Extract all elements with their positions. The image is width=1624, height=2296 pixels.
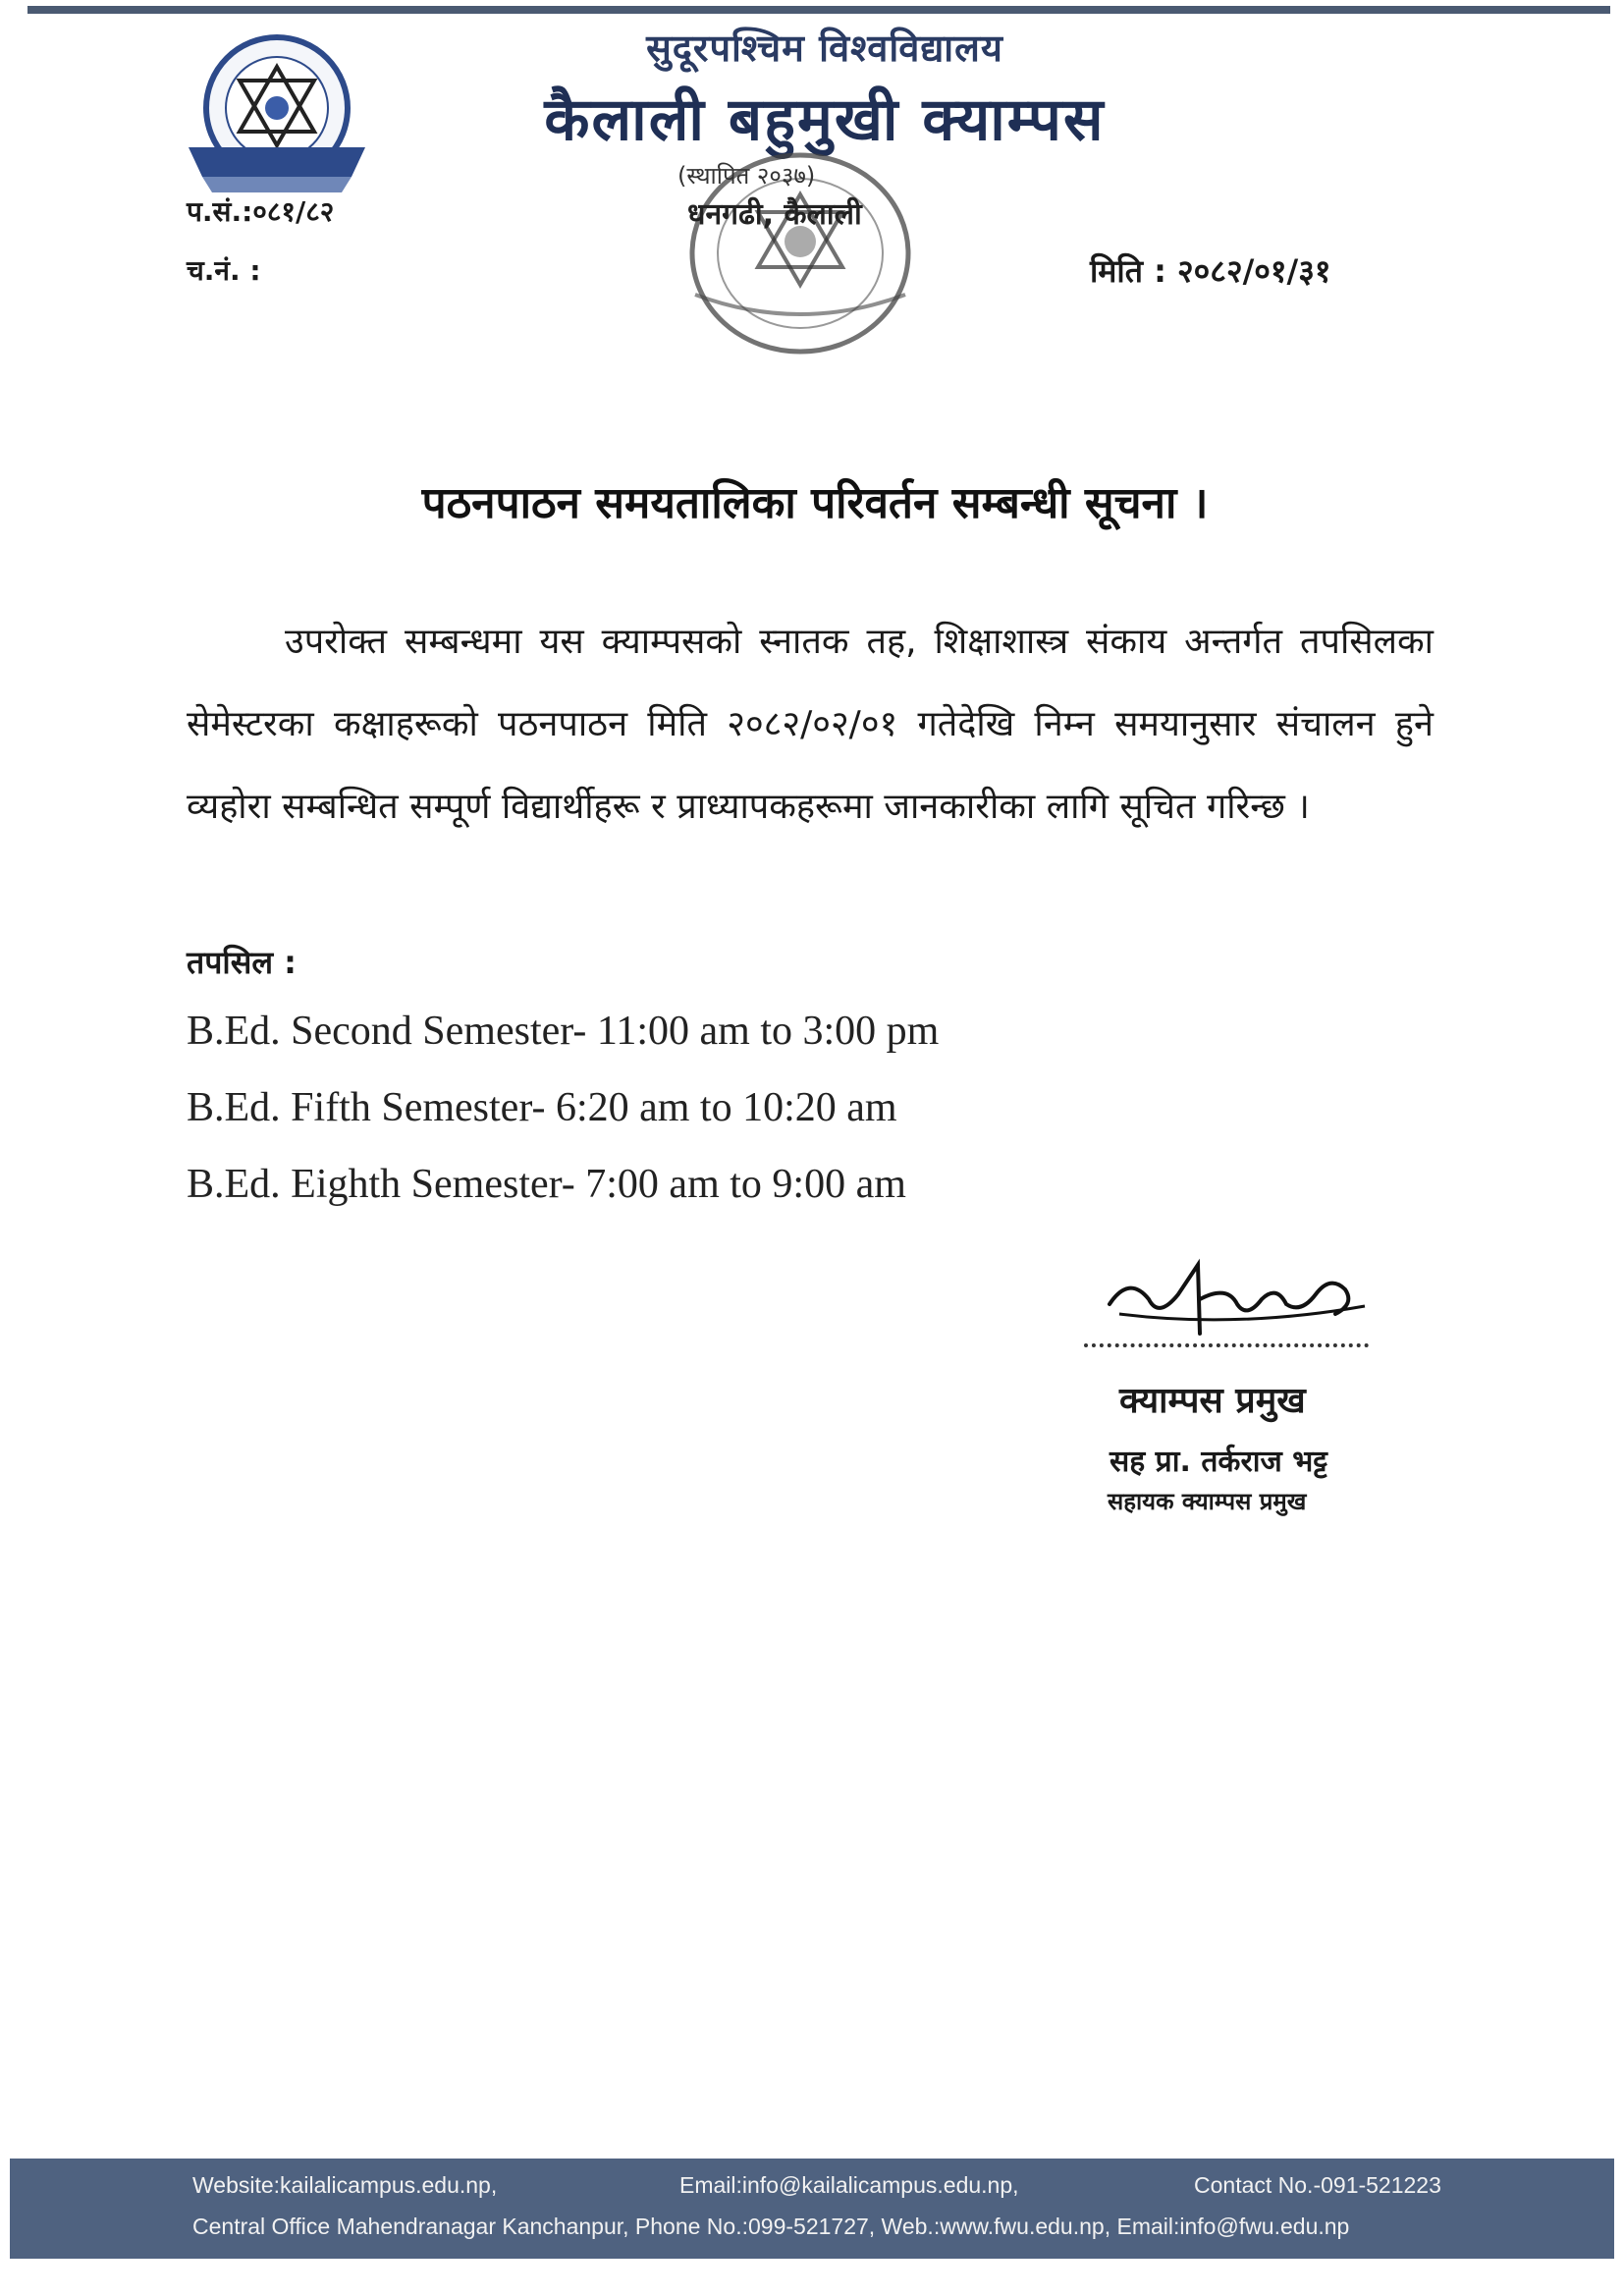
footer-contact: Contact No.-091-521223	[1194, 2172, 1441, 2198]
notice-date: मिति : २०८२/०१/३१	[1090, 252, 1331, 290]
notice-body: उपरोक्त सम्बन्धमा यस क्याम्पसको स्नातक तह, शिक्षाशास्त्र संकाय अन्तर्गत तपसिलका सेमेस्टरका कक्षाहरूको पठनपाठन मिति २०८२/०२/०१ गतेदेखि निम्न समयानुसार संचालन हुने व्यहोरा सम्बन्धित सम्पूर्ण विद्यार्थीहरू र प्राध्यापकहरूमा जानकारीका लागि सूचित गरिन्छ ।	[187, 622, 1434, 827]
reference-number: प.सं.:०८१/८२	[187, 195, 335, 228]
signatory-role: सहायक क्याम्पस प्रमुख	[1108, 1488, 1307, 1515]
footer-bar	[10, 2159, 1614, 2259]
schedule-item: B.Ed. Fifth Semester- 6:20 am to 10:20 am	[187, 1085, 897, 1130]
notice-title: पठनपाठन समयतालिका परिवर्तन सम्बन्धी सूचना ।	[421, 478, 1209, 528]
signatory-title: क्याम्पस प्रमुख	[1119, 1381, 1306, 1421]
university-name: सुदूरपश्चिम विश्वविद्यालय	[646, 27, 1003, 70]
schedule-item: B.Ed. Second Semester- 11:00 am to 3:00 pm	[187, 1009, 940, 1054]
schedule-item: B.Ed. Eighth Semester- 7:00 am to 9:00 am	[187, 1162, 906, 1207]
top-border-rule	[27, 6, 1610, 14]
signatory-name: सह प्रा. तर्कराज भट्ट	[1110, 1445, 1327, 1479]
details-label: तपसिल :	[187, 944, 297, 981]
footer-website: Website:kailalicampus.edu.np,	[192, 2172, 498, 2198]
handwritten-signature	[1090, 1245, 1384, 1353]
campus-city: धनगढी, कैलाली	[687, 197, 862, 232]
dispatch-number: च.नं. :	[187, 254, 261, 287]
university-logo-icon	[179, 29, 375, 206]
signature-line	[1084, 1343, 1369, 1347]
footer-central-office: Central Office Mahendranagar Kanchanpur, Phone No.:099-521727, Web.:www.fwu.edu.np, Email:info@fwu.edu.np	[192, 2214, 1350, 2239]
established-year: (स्थापित २०३७)	[677, 162, 816, 190]
footer-email: Email:info@kailalicampus.edu.np,	[679, 2172, 1019, 2198]
campus-name: कैलाली बहुमुखी क्याम्पस	[544, 85, 1106, 154]
